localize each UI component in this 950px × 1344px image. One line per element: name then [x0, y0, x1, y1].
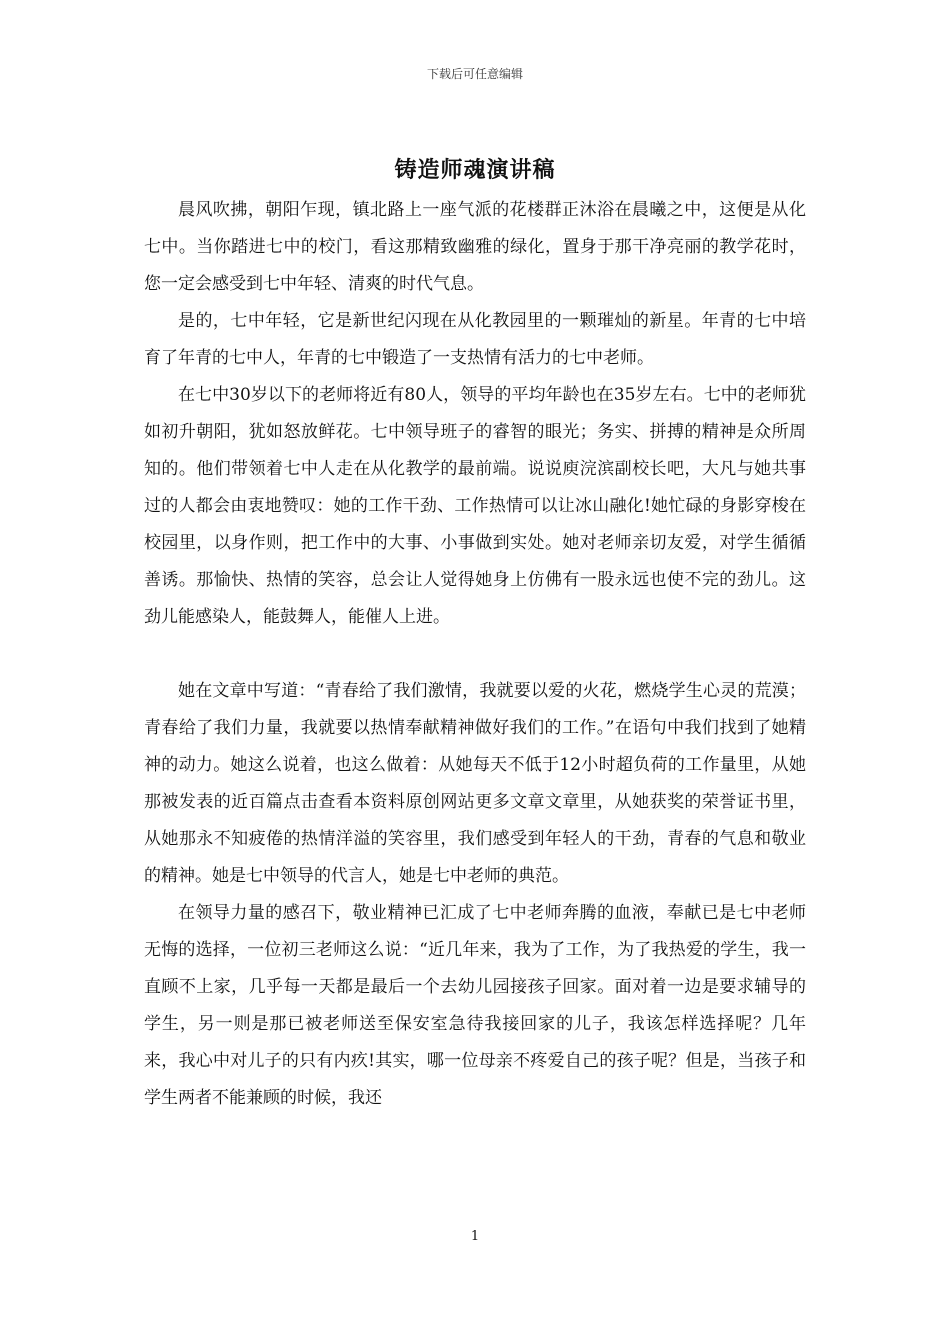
header-note: 下载后可任意编辑 — [426, 67, 523, 81]
document-title: 铸造师魂演讲稿 — [394, 157, 556, 183]
paragraph-4: 她在文章中写道：“青春给了我们激情，我就要以爱的火花，燃烧学生心灵的荒漠；青春给了我们力量，我就要以热情奉献精神做好我们的工作。”在语句中我们找到了她精神的动力。她这么说着，也这么做着：从她每天不低于12小时超负荷的工作量里，从她那被发表的近百篇点击查看本资料原创网站更多文章文章里，从她获奖的荣誉证书里，从她那永不知疲倦的热情洋溢的笑容里，我们感受到年轻人的干劲，青春的气息和敬业的精神。她是七中领导的代言人，她是七中老师的典范。 — [144, 681, 806, 886]
paragraph-3: 在七中30岁以下的老师将近有80人，领导的平均年龄也在35岁左右。七中的老师犹如初升朝阳，犹如怒放鲜花。七中领导班子的睿智的眼光；务实、拼搏的精神是众所周知的。他们带领着七中人走在从化教学的最前端。说说庾浣滨副校长吧，大凡与她共事过的人都会由衷地赞叹：她的工作干劲、工作热情可以让冰山融化!她忙碌的身影穿梭在校园里，以身作则，把工作中的大事、小事做到实处。她对老师亲切友爱，对学生循循善诱。那愉快、热情的笑容，总会让人觉得她身上仿佛有一股永远也使不完的劲儿。这劲儿能感染人，能鼓舞人，能催人上进。 — [144, 385, 806, 627]
paragraph-gap — [144, 636, 806, 673]
document-body — [144, 192, 806, 1117]
paragraph-5: 在领导力量的感召下，敬业精神已汇成了七中老师奔腾的血液，奉献已是七中老师无悔的选择，一位初三老师这么说：“近几年来，我为了工作，为了我热爱的学生，我一直顾不上家，几乎每一天都是最后一个去幼儿园接孩子回家。面对着一边是要求辅导的学生，另一则是那已被老师送至保安室急待我接回家的儿子，我该怎样选择呢？几年来，我心中对儿子的只有内疚!其实，哪一位母亲不疼爱自己的孩子呢？但是，当孩子和学生两者不能兼顾的时候，我还 — [144, 903, 806, 1108]
paragraph-1: 晨风吹拂，朝阳乍现，镇北路上一座气派的花楼群正沐浴在晨曦之中，这便是从化七中。当你踏进七中的校门，看这那精致幽雅的绿化，置身于那干净亮丽的教学花时，您一定会感受到七中年轻、清爽的时代气息。 — [144, 200, 806, 294]
paragraph-2: 是的，七中年轻，它是新世纪闪现在从化教园里的一颗璀灿的新星。年青的七中培育了年青的七中人，年青的七中锻造了一支热情有活力的七中老师。 — [144, 311, 806, 368]
page-number: 1 — [470, 1229, 480, 1244]
